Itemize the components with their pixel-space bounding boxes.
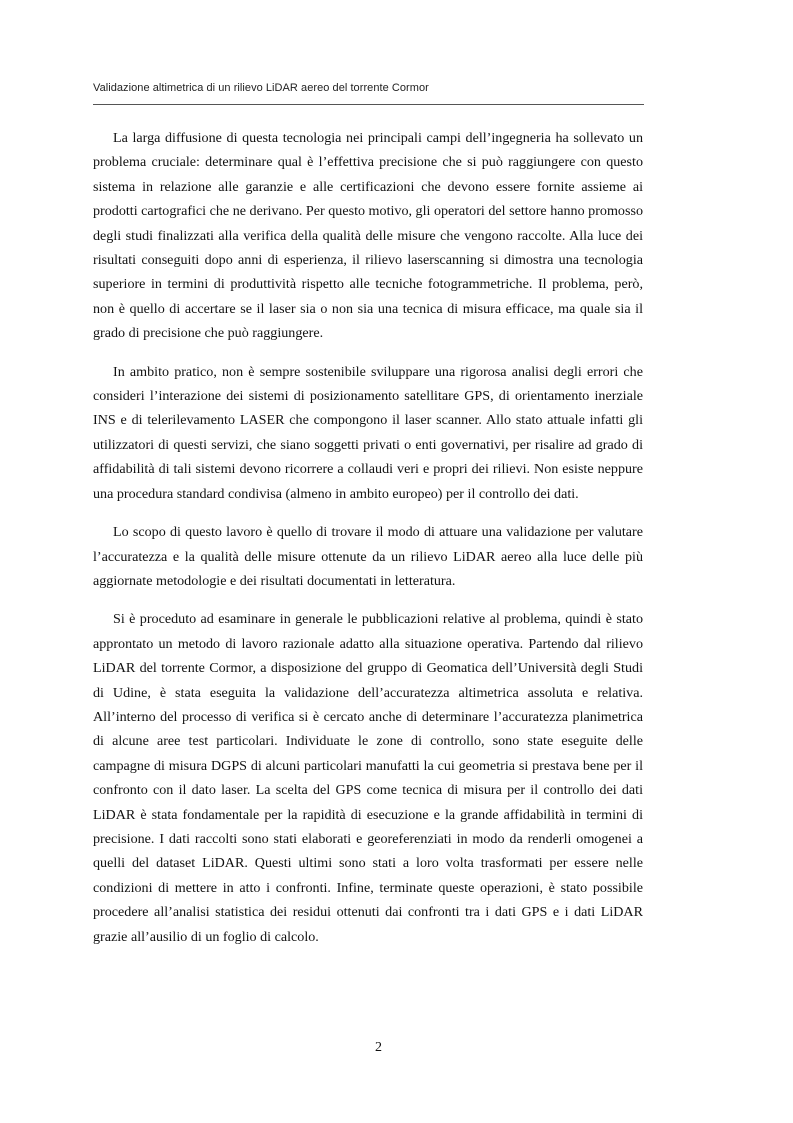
running-header: Validazione altimetrica di un rilievo LiDAR aereo del torrente Cormor	[93, 82, 429, 94]
paragraph-3: Lo scopo di questo lavoro è quello di trovare il modo di attuare una validazione per valutare l’accuratezza e la qualità delle misure ottenute da un rilievo LiDAR aereo alla luce delle più aggiornate metodologie e dei risultati documentati in letteratura.	[93, 524, 643, 589]
paragraph-1: La larga diffusione di questa tecnologia nei principali campi dell’ingegneria ha sollevato un problema cruciale: determinare qual è l’effettiva precisione che si può raggiungere con questo sistema in relazione alle garanzie e alle certificazioni che devono essere fornite assieme ai prodotti cartografici che ne derivano. Per questo motivo, gli operatori del settore hanno promosso degli studi finalizzati alla verifica della qualità delle misure che vengono raccolte. Alla luce dei risultati conseguiti dopo anni di esperienza, il rilievo laserscanning si dimostra una tecnologia superiore in termini di produttività rispetto alle tecniche fotogrammetriche. Il problema, però, non è quello di accertare se il laser sia o non sia una tecnica di misura efficace, ma quale sia il grado di precisione che può raggiungere.	[93, 130, 643, 342]
page-number: 2	[375, 1040, 382, 1055]
paragraph-4: Si è proceduto ad esaminare in generale le pubblicazioni relative al problema, quindi è stato approntato un metodo di lavoro razionale adatto alla situazione operativa. Partendo dal rilievo LiDAR del torrente Cormor, a disposizione del gruppo di Geomatica dell’Università degli Studi di Udine, è stata eseguita la validazione dell’accuratezza altimetrica assoluta e relativa. All’interno del processo di verifica si è cercato anche di determinare l’accuratezza planimetrica di alcune aree test particolari. Individuate le zone di controllo, sono state eseguite delle campagne di misura DGPS di alcuni particolari manufatti la cui geometria si prestava bene per il confronto con il dato laser. La scelta del GPS come tecnica di misura per il controllo dei dati LiDAR è stata fondamentale per la rapidità di esecuzione e la grande affidabilità in termini di precisione. I dati raccolti sono stati elaborati e georeferenziati in modo da renderli omogenei a quelli del dataset LiDAR. Questi ultimi sono stati a loro volta trasformati per essere nelle condizioni di mettere in atto i confronti. Infine, terminate queste operazioni, è stato possibile procedere all’analisi statistica dei residui ottenuti dai confronti tra i dati GPS e i dati LiDAR grazie all’ausilio di un foglio di calcolo.	[93, 611, 643, 945]
body-text	[93, 126, 643, 963]
paragraph-2: In ambito pratico, non è sempre sostenibile sviluppare una rigorosa analisi degli errori che consideri l’interazione dei sistemi di posizionamento satellitare GPS, di orientamento inerziale INS e di telerilevamento LASER che compongono il laser scanner. Allo stato attuale infatti gli utilizzatori di questi servizi, che siano soggetti privati o enti governativi, per risalire ad grado di affidabilità di tali sistemi devono ricorrere a collaudi veri e propri dei rilievi. Non esiste neppure una procedura standard condivisa (almeno in ambito europeo) per il controllo dei dati.	[93, 363, 643, 502]
header-divider	[93, 104, 644, 105]
